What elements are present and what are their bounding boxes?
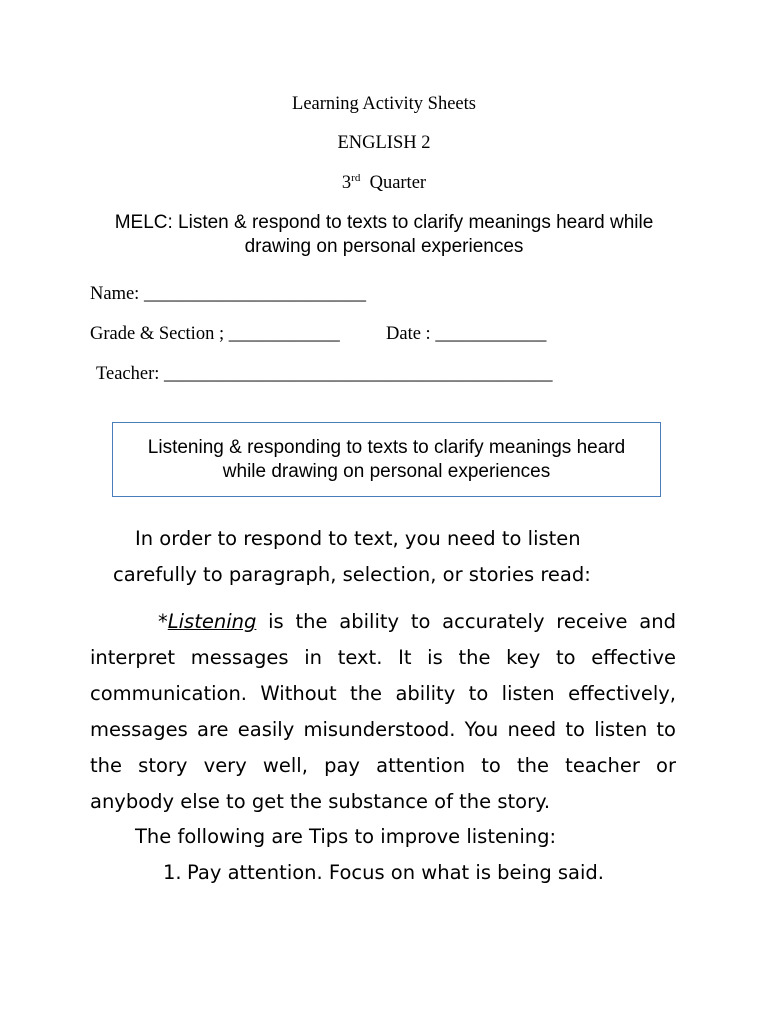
- name-label: Name:: [90, 284, 140, 304]
- melc-statement: MELC: Listen & respond to texts to clarify meanings heard while drawing on personal experiences: [114, 212, 654, 257]
- quarter-suffix: rd: [351, 172, 361, 184]
- topic-box: [112, 422, 661, 497]
- date-blank[interactable]: ____________: [435, 324, 547, 344]
- topic-box-text: Listening & responding to texts to clarify meanings heard while drawing on personal experiences: [147, 436, 626, 482]
- tip-text: Pay attention. Focus on what is being said.: [187, 861, 605, 884]
- intro-line-2: carefully to paragraph, selection, or stories read:: [113, 563, 591, 586]
- tip-number: 1.: [163, 861, 182, 884]
- grade-section-label: Grade & Section ;: [90, 324, 225, 344]
- sheet-title: Learning Activity Sheets: [292, 94, 476, 114]
- name-field[interactable]: [90, 284, 366, 305]
- subject-heading: ENGLISH 2: [337, 133, 431, 153]
- date-label: Date :: [386, 324, 431, 344]
- teacher-blank[interactable]: __________________________________________: [164, 364, 553, 384]
- grade-section-blank[interactable]: ____________: [228, 324, 340, 344]
- grade-section-field[interactable]: [90, 324, 340, 345]
- definition-term: Listening: [167, 610, 257, 633]
- intro-line-1: In order to respond to text, you need to listen: [135, 527, 581, 550]
- quarter-number: 3: [341, 173, 352, 193]
- listening-definition-paragraph: [90, 604, 676, 820]
- teacher-field[interactable]: [96, 364, 553, 385]
- quarter-word: Quarter: [369, 173, 427, 193]
- quarter-heading: [0, 173, 768, 194]
- definition-star: *: [158, 610, 168, 633]
- definition-text: is the ability to accurately receive and interpret messages in text. It is the key to effective communication. Without the ability to listen effectively, messages are easily misunderstood. You need to listen to the story very well, pay attention to the teacher or anybody else to get the substance of the story.: [90, 610, 676, 813]
- name-blank[interactable]: ________________________: [143, 284, 366, 304]
- tips-intro: The following are Tips to improve listening:: [135, 825, 557, 848]
- date-field[interactable]: [386, 324, 546, 345]
- teacher-label: Teacher:: [96, 364, 160, 384]
